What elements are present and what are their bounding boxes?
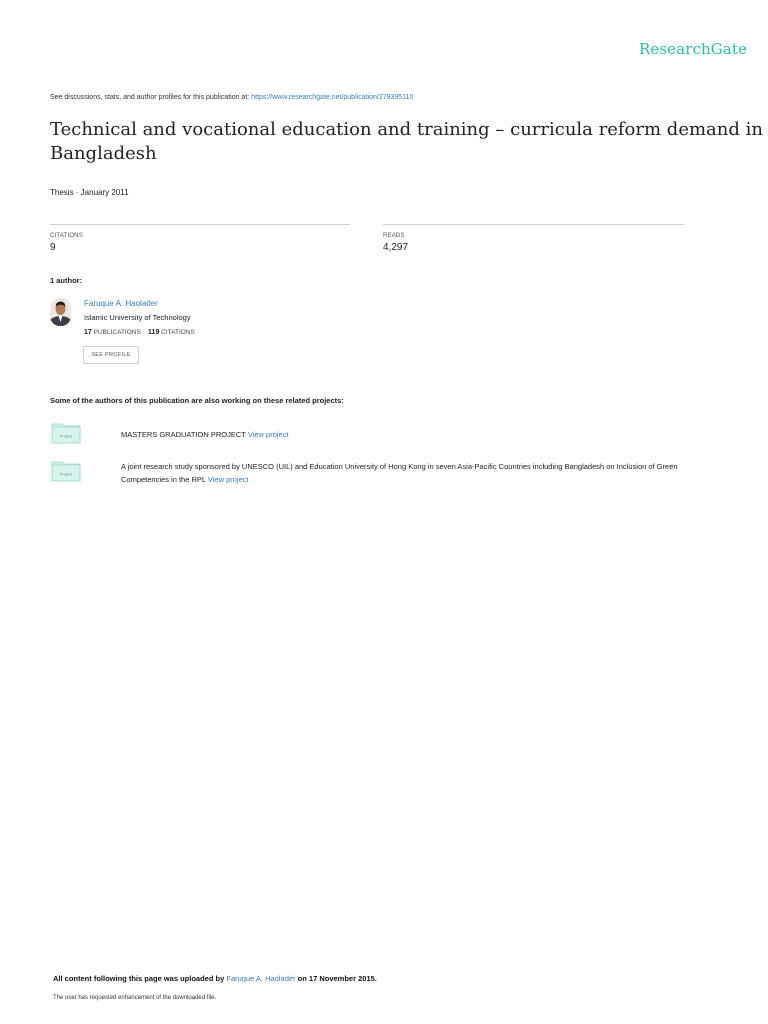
project-icon[interactable] — [51, 460, 81, 482]
folder-icon — [51, 460, 81, 482]
project-1-title: MASTERS GRADUATION PROJECT — [121, 430, 246, 439]
reads-value: 4,297 — [383, 242, 409, 253]
project-icon-label: Project — [59, 433, 73, 439]
discussion-prefix: See discussions, stats, and author profiles for this publication at: — [50, 94, 250, 101]
folder-icon — [51, 422, 81, 444]
authors-heading: 1 author: — [50, 276, 83, 285]
author-name-link[interactable]: Faruque A. Haolader — [84, 299, 158, 308]
related-projects-heading: Some of the authors of this publication are also working on these related projects: — [50, 396, 344, 405]
upload-suffix: on 17 November 2015. — [297, 974, 377, 983]
title-line-2: Bangladesh — [50, 143, 157, 164]
project-icon-label: Project — [59, 471, 73, 477]
author-stats — [84, 329, 195, 336]
upload-prefix: All content following this page was uploaded by — [53, 974, 225, 983]
project-2-title-line-2-text: Competencies in the RPL — [121, 475, 206, 484]
reads-label: READS — [383, 233, 405, 239]
author-institution: Islamic University of Technology — [84, 313, 191, 322]
title-line-1: Technical and vocational education and training – curricula reform demand in — [50, 119, 763, 140]
publication-meta: Thesis · January 2011 — [50, 188, 129, 197]
project-2-title-line-2 — [121, 473, 721, 486]
publication-title — [50, 118, 763, 166]
publication-url-link[interactable]: https://www.researchgate.net/publication/279395110 — [251, 94, 414, 101]
reads-divider — [383, 224, 684, 225]
author-publications-count: 17 — [84, 329, 92, 336]
uploader-link[interactable]: Faruque A. Haolader — [226, 974, 296, 983]
project-item-1 — [121, 428, 289, 441]
citations-value: 9 — [50, 242, 56, 253]
see-profile-button[interactable]: SEE PROFILE — [83, 346, 139, 364]
request-note: The user has requested enhancement of the downloaded file. — [53, 995, 217, 1001]
project-1-view-link[interactable]: View project — [247, 430, 289, 439]
author-citations-count: 119 — [148, 329, 160, 336]
project-2-view-link[interactable]: View project — [207, 475, 249, 484]
researchgate-logo[interactable]: ResearchGate — [639, 40, 747, 58]
project-item-2 — [121, 460, 721, 486]
discussion-note — [50, 94, 413, 101]
author-publications-label: PUBLICATIONS — [93, 329, 141, 336]
author-citations-label: CITATIONS — [161, 329, 195, 336]
project-icon[interactable] — [51, 422, 81, 444]
citations-label: CITATIONS — [50, 233, 83, 239]
project-2-title-line-1: A joint research study sponsored by UNESCO (UIL) and Education University of Hong Kong in seven Asia-Pacific Countries including Bangladesh on Inclusion of Green — [121, 462, 678, 471]
author-photo-icon — [50, 298, 71, 326]
upload-note — [53, 974, 377, 983]
avatar[interactable] — [50, 298, 71, 326]
citations-divider — [50, 224, 350, 225]
